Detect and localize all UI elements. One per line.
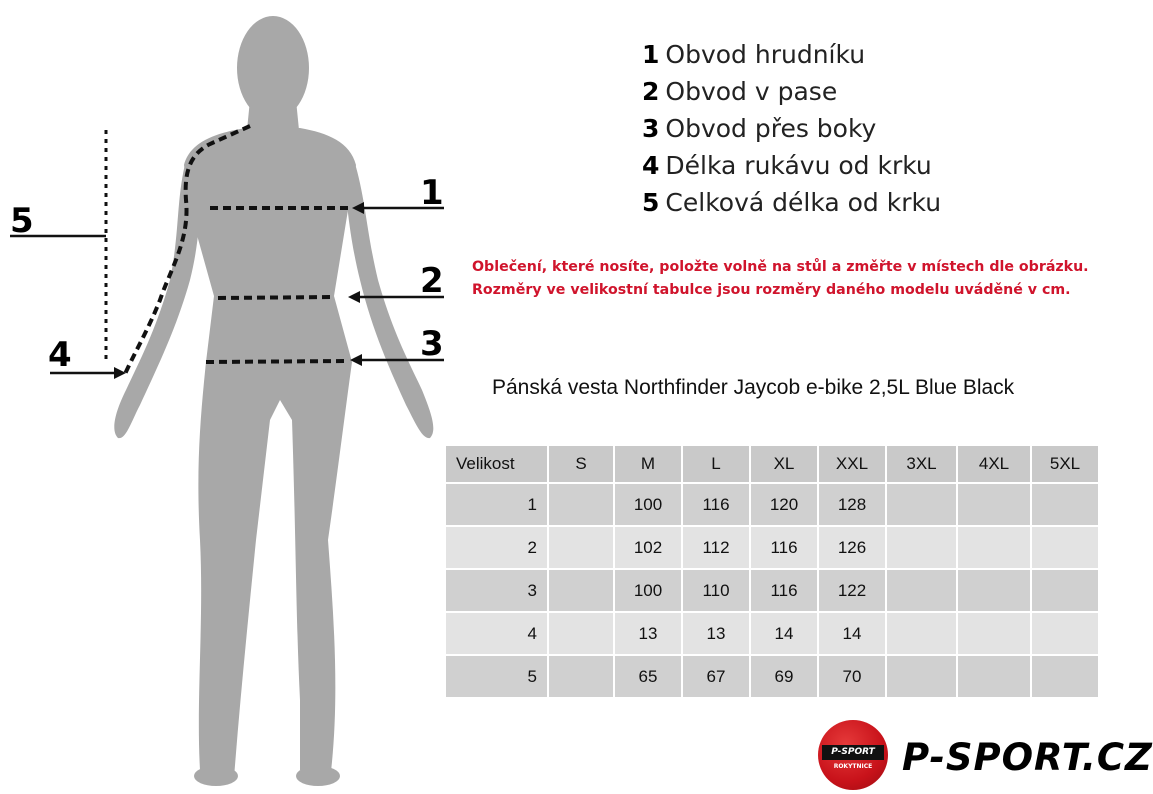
instruction-line: Oblečení, které nosíte, položte volně na stůl a změřte v místech dle obrázku. — [472, 259, 1089, 275]
logo-badge-title: P-SPORT — [831, 747, 875, 757]
logo-badge-icon — [818, 720, 888, 790]
header-cell: L — [683, 446, 749, 482]
table-cell — [958, 656, 1030, 697]
legend-item — [642, 184, 941, 221]
table-cell — [549, 484, 613, 525]
legend-number: 1 — [642, 40, 660, 69]
body-silhouette-figure — [0, 0, 460, 794]
table-row — [446, 613, 1098, 654]
table-cell — [958, 613, 1030, 654]
table-cell — [549, 527, 613, 568]
table-cell: 116 — [751, 527, 817, 568]
table-cell — [958, 527, 1030, 568]
table-row — [446, 484, 1098, 525]
marker-2: 2 — [420, 261, 444, 301]
legend-item — [642, 147, 941, 184]
table-header-row — [446, 446, 1098, 482]
legend-number: 3 — [642, 114, 660, 143]
table-cell: 1 — [446, 484, 547, 525]
table-cell: 70 — [819, 656, 885, 697]
table-cell: 100 — [615, 570, 681, 611]
table-cell: 3 — [446, 570, 547, 611]
legend-number: 5 — [642, 188, 660, 217]
header-cell: XXL — [819, 446, 885, 482]
table-cell — [1032, 656, 1098, 697]
header-cell: Velikost — [446, 446, 547, 482]
table-cell: 69 — [751, 656, 817, 697]
table-cell — [1032, 613, 1098, 654]
table-cell: 116 — [683, 484, 749, 525]
table-cell: 65 — [615, 656, 681, 697]
table-row — [446, 570, 1098, 611]
legend-item — [642, 36, 941, 73]
legend-number: 4 — [642, 151, 660, 180]
header-cell: M — [615, 446, 681, 482]
header-cell: S — [549, 446, 613, 482]
legend-label: Obvod v pase — [665, 77, 838, 106]
table-cell — [1032, 570, 1098, 611]
measurement-legend — [642, 36, 941, 221]
measuring-instructions — [472, 256, 1112, 302]
marker-1: 1 — [420, 173, 444, 213]
table-cell — [549, 613, 613, 654]
table-cell: 116 — [751, 570, 817, 611]
legend-label: Celková délka od krku — [665, 188, 942, 217]
table-cell — [887, 527, 956, 568]
legend-label: Obvod hrudníku — [665, 40, 866, 69]
table-cell — [887, 484, 956, 525]
table-cell: 122 — [819, 570, 885, 611]
legend-item — [642, 73, 941, 110]
legend-number: 2 — [642, 77, 660, 106]
table-cell: 4 — [446, 613, 547, 654]
table-cell: 128 — [819, 484, 885, 525]
logo-wordmark: P-SPORT.CZ — [902, 736, 1153, 779]
marker-3: 3 — [420, 324, 444, 364]
table-cell — [958, 484, 1030, 525]
product-title: Pánská vesta Northfinder Jaycob e-bike 2,5L Blue Black — [492, 376, 1015, 399]
legend-label: Obvod přes boky — [665, 114, 877, 143]
legend-label: Délka rukávu od krku — [665, 151, 932, 180]
table-cell — [958, 570, 1030, 611]
legend-item — [642, 110, 941, 147]
table-cell: 126 — [819, 527, 885, 568]
header-cell: 4XL — [958, 446, 1030, 482]
size-table — [444, 444, 1100, 699]
header-cell: 3XL — [887, 446, 956, 482]
marker-4: 4 — [48, 335, 72, 375]
table-row — [446, 527, 1098, 568]
table-cell: 120 — [751, 484, 817, 525]
waist-measure-line — [218, 297, 334, 298]
table-cell: 100 — [615, 484, 681, 525]
table-cell: 112 — [683, 527, 749, 568]
table-cell — [549, 570, 613, 611]
table-cell — [1032, 527, 1098, 568]
instruction-line: Rozměry ve velikostní tabulce jsou rozměry daného modelu uváděné v cm. — [472, 282, 1071, 298]
table-cell: 13 — [683, 613, 749, 654]
table-cell: 110 — [683, 570, 749, 611]
logo-badge-subtitle: ROKYTNICE — [833, 763, 873, 770]
table-cell: 102 — [615, 527, 681, 568]
table-cell: 2 — [446, 527, 547, 568]
table-cell: 14 — [819, 613, 885, 654]
table-cell: 13 — [615, 613, 681, 654]
table-cell: 5 — [446, 656, 547, 697]
table-cell: 14 — [751, 613, 817, 654]
table-cell — [887, 613, 956, 654]
p-sport-logo — [816, 718, 1153, 794]
header-cell: 5XL — [1032, 446, 1098, 482]
marker-5: 5 — [10, 201, 34, 241]
table-cell — [1032, 484, 1098, 525]
table-cell — [887, 656, 956, 697]
table-cell: 67 — [683, 656, 749, 697]
table-row — [446, 656, 1098, 697]
table-cell — [549, 656, 613, 697]
table-cell — [887, 570, 956, 611]
body-silhouette — [114, 16, 433, 786]
header-cell: XL — [751, 446, 817, 482]
